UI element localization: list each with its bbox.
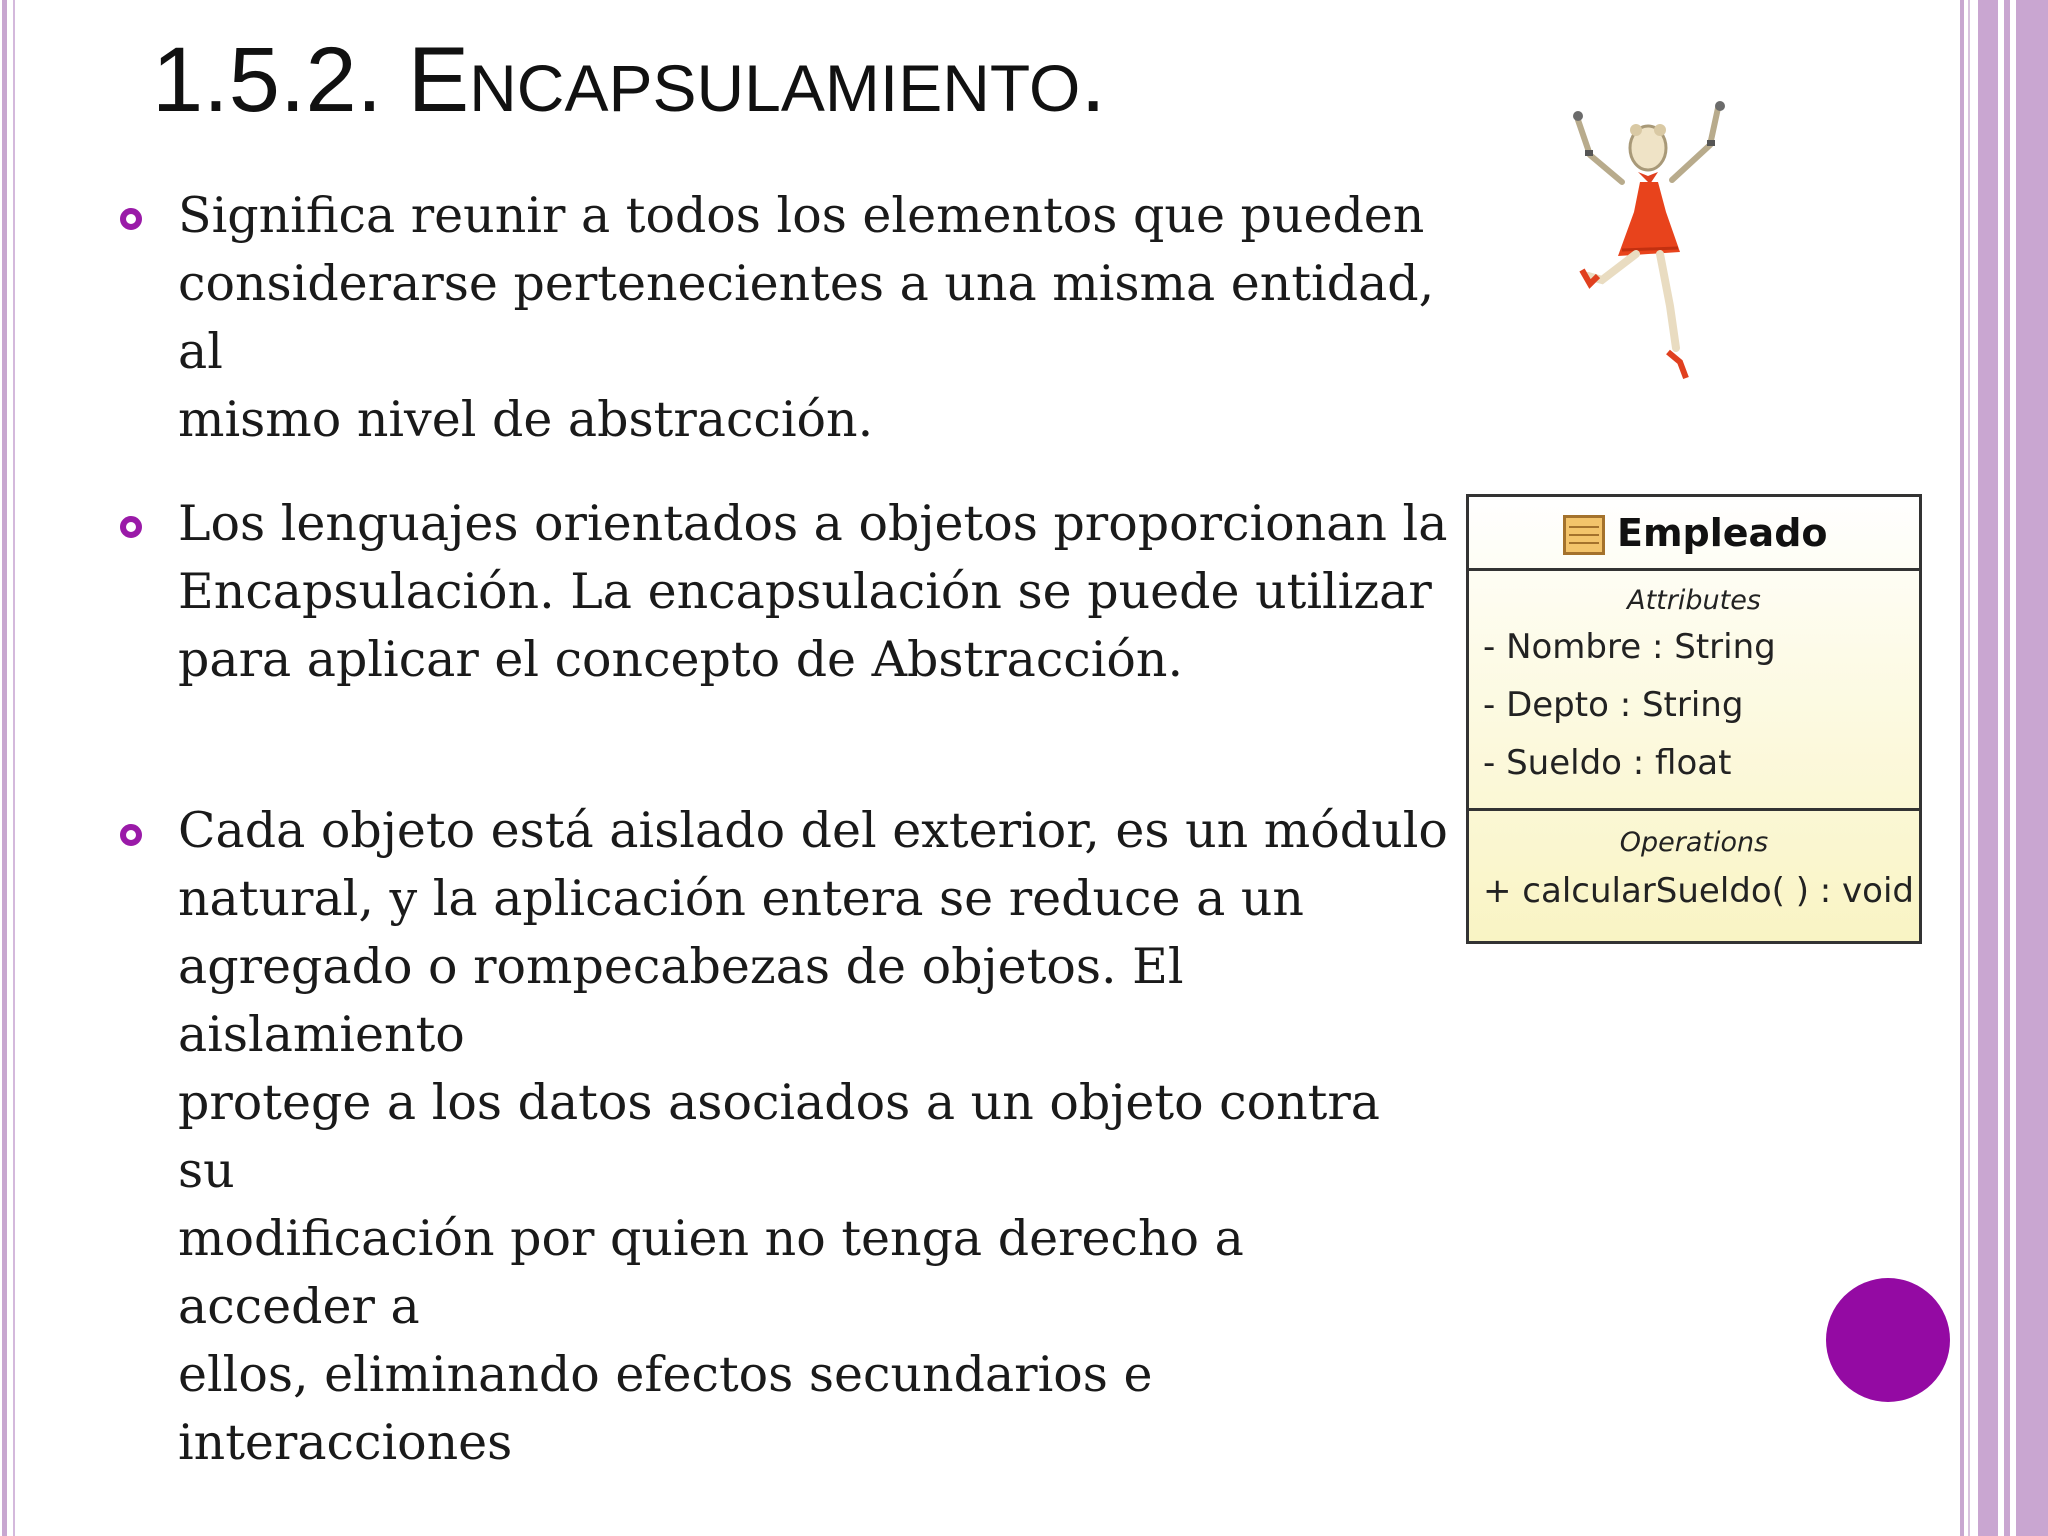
- hollow-circle-bullet-icon: [120, 516, 142, 538]
- uml-attributes-section: [1469, 571, 1919, 811]
- left-border-line: [13, 0, 15, 1536]
- bullet-line: ellos, eliminando efectos secundarios e interacciones: [178, 1346, 1153, 1471]
- bullet-line: modificación por quien no tenga derecho a acceder a: [178, 1210, 1244, 1335]
- bullet-line: mismo nivel de abstracción.: [178, 391, 874, 448]
- uml-operations-label: Operations: [1619, 827, 1769, 858]
- uml-class-box: [1466, 494, 1922, 944]
- right-border-band: [2016, 0, 2048, 1536]
- slide-title: [152, 28, 1106, 133]
- uml-class-header: [1469, 497, 1919, 571]
- uml-attribute: - Sueldo : float: [1483, 743, 1732, 783]
- right-border-stripe: [2004, 0, 2010, 1536]
- bullet-item: [178, 490, 1448, 694]
- bullet-item: [178, 797, 1448, 1477]
- right-border-stripe: [1968, 0, 1970, 1536]
- decorative-circle: [1826, 1278, 1950, 1402]
- bullet-line: Encapsulación. La encapsulación se puede utilizar: [178, 563, 1432, 620]
- bullet-line: Cada objeto está aislado del exterior, es un módulo: [178, 802, 1448, 859]
- uml-operation: + calcularSueldo( ) : void: [1483, 871, 1915, 911]
- hollow-circle-bullet-icon: [120, 208, 142, 230]
- right-border-stripe: [1960, 0, 1964, 1536]
- bullet-line: considerarse pertenecientes a una misma entidad, al: [178, 255, 1435, 380]
- title-period: .: [1080, 29, 1106, 131]
- bullet-line: protege a los datos asociados a un objeto contra su: [178, 1074, 1381, 1199]
- left-border-line: [2, 0, 7, 1536]
- bullet-line: natural, y la aplicación entera se reduce a un: [178, 870, 1304, 927]
- uml-attribute: - Depto : String: [1483, 685, 1744, 725]
- uml-attributes-label: Attributes: [1627, 585, 1761, 616]
- bullet-line: para aplicar el concepto de Abstracción.: [178, 631, 1184, 688]
- hollow-circle-bullet-icon: [120, 824, 142, 846]
- uml-operations-section: [1469, 811, 1919, 941]
- bullet-item: [178, 182, 1448, 454]
- bullet-line: Los lenguajes orientados a objetos proporcionan la: [178, 495, 1448, 552]
- uml-class-icon: [1563, 515, 1605, 555]
- dancer-illustration: [1560, 100, 1740, 390]
- title-rest: NCAPSULAMIENTO: [469, 51, 1081, 125]
- title-number: 1.5.2.: [152, 29, 408, 131]
- uml-class-name: Empleado: [1617, 511, 1828, 555]
- bullet-line: agregado o rompecabezas de objetos. El aislamiento: [178, 938, 1184, 1063]
- uml-attribute: - Nombre : String: [1483, 627, 1776, 667]
- right-border-band: [1978, 0, 1998, 1536]
- bullet-line: Significa reunir a todos los elementos que pueden: [178, 187, 1425, 244]
- title-first-letter: E: [407, 29, 470, 131]
